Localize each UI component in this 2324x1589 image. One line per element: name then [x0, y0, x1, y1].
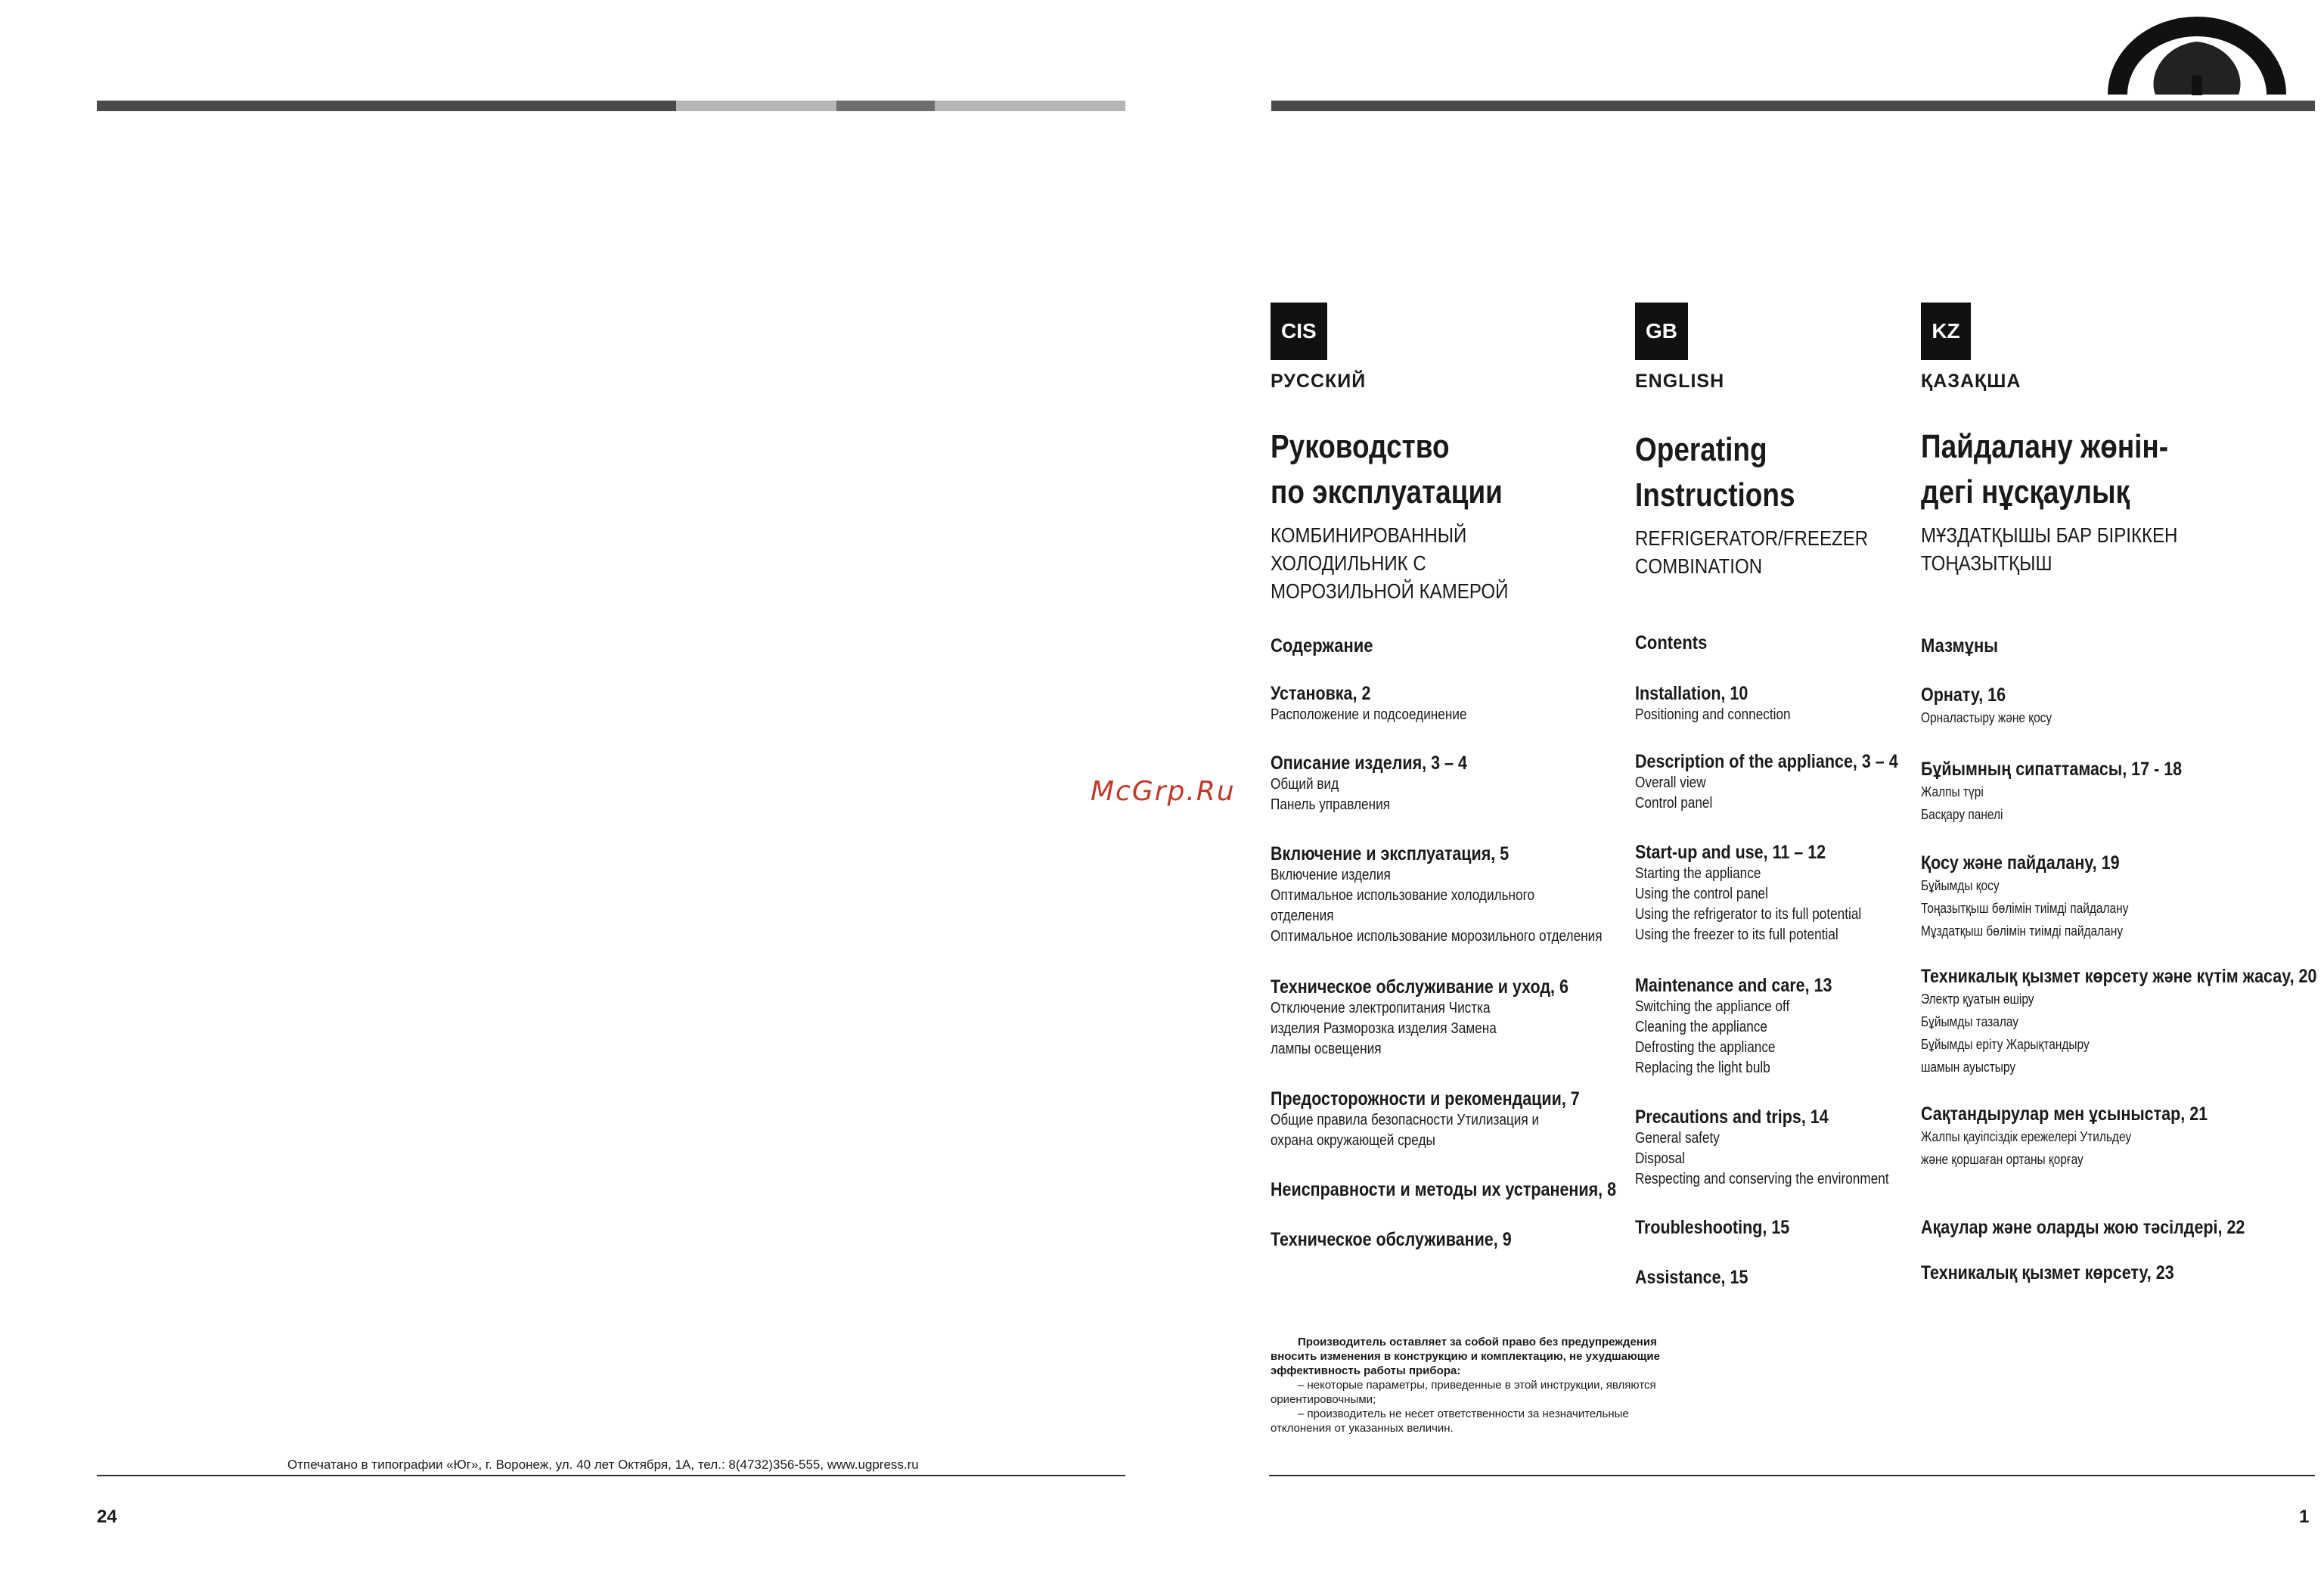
language-name: ENGLISH	[1635, 371, 1725, 392]
left-top-bar-light-2	[935, 101, 1125, 111]
toc-section	[1635, 974, 1864, 1078]
toc-item: Бұйымды тазалау	[1921, 1014, 2019, 1029]
manual-title	[1271, 424, 1569, 515]
manual-subtitle	[1271, 521, 1576, 605]
toc-item: Overall view	[1635, 774, 1706, 791]
toc-item: Control panel	[1635, 795, 1713, 812]
manual-subtitle	[1921, 521, 2233, 577]
toc-section	[1635, 682, 1816, 725]
toc-section	[1271, 1178, 1672, 1201]
toc-section	[1921, 1103, 2254, 1171]
toc-heading: Start-up and use, 11 – 12	[1635, 842, 1826, 863]
manual-title	[1921, 424, 2226, 515]
toc-item: Общие правила безопасности Утилизация и	[1271, 1112, 1540, 1128]
toc-heading: Предосторожности и рекомендации, 7	[1271, 1088, 1580, 1110]
toc-heading: Бұйымның сипаттамасы, 17 - 18	[1921, 759, 2183, 780]
subtitle-line: ХОЛОДИЛЬНИК С	[1271, 551, 1426, 575]
toc-heading: Сақтандырулар мен ұсыныстар, 21	[1921, 1103, 2208, 1125]
toc-item: Жалпы түрі	[1921, 784, 1984, 799]
note-line: ориентировочными;	[1271, 1393, 1376, 1406]
toc-section	[1271, 682, 1499, 725]
footer-print-info: Отпечатано в типографии «Юг», г. Воронеж, ул. 40 лет Октября, 1А, тел.: 8(4732)356-555, www.ugpress.ru	[287, 1457, 919, 1472]
toc-item: Включение изделия	[1271, 867, 1391, 883]
toc-heading: Техникалық қызмет көрсету, 23	[1921, 1262, 2174, 1283]
toc-section	[1635, 1106, 1930, 1190]
toc-item: отделения	[1271, 908, 1334, 924]
toc-section	[1921, 852, 2162, 942]
toc-item: Positioning and connection	[1635, 706, 1791, 723]
left-top-bar-light-1	[676, 101, 836, 111]
toc-heading: Орнату, 16	[1921, 684, 2006, 706]
language-badge: KZ	[1921, 303, 1971, 360]
manual-subtitle	[1635, 524, 1882, 580]
toc-item: Replacing the light bulb	[1635, 1060, 1770, 1076]
contents-heading: Contents	[1635, 632, 1708, 653]
toc-heading: Troubleshooting, 15	[1635, 1217, 1790, 1238]
toc-item: Бұйымды еріту Жарықтандыру	[1921, 1037, 2090, 1052]
subtitle-line: REFRIGERATOR/FREEZER	[1635, 526, 1869, 550]
toc-section	[1635, 1216, 1815, 1239]
column-cis	[1271, 303, 1626, 657]
cfc-free-logo	[2102, 15, 2291, 98]
language-name: ҚАЗАҚША	[1921, 371, 2021, 392]
watermark: McGrp.Ru	[1091, 776, 1236, 807]
left-bottom-rule	[97, 1475, 1125, 1476]
toc-heading: Maintenance and care, 13	[1635, 975, 1832, 996]
toc-item: General safety	[1635, 1130, 1720, 1147]
note-line: эффективность работы прибора:	[1271, 1364, 1461, 1377]
toc-heading: Техническое обслуживание, 9	[1271, 1229, 1512, 1250]
note-line: – некоторые параметры, приведенные в этой инструкции, являются	[1298, 1379, 1656, 1392]
subtitle-line: COMBINATION	[1635, 554, 1763, 578]
toc-item: Cleaning the appliance	[1635, 1019, 1768, 1035]
note-line: Производитель оставляет за собой право без предупреждения	[1298, 1336, 1657, 1348]
toc-section	[1271, 843, 1656, 947]
toc-heading: Description of the appliance, 3 – 4	[1635, 751, 1898, 772]
toc-item: Оптимальное использование морозильного отделения	[1271, 928, 1603, 945]
toc-item: Starting the appliance	[1635, 865, 1761, 882]
right-top-bar	[1271, 101, 2315, 111]
toc-heading: Описание изделия, 3 – 4	[1271, 753, 1467, 774]
toc-item: және қоршаған ортаны қорғау	[1921, 1152, 2084, 1167]
toc-item: Мұздатқыш бөлімін тиімді пайдалану	[1921, 923, 2124, 939]
toc-item: Using the control panel	[1635, 886, 1768, 902]
toc-item: Using the freezer to its full potential	[1635, 926, 1838, 943]
tree-icon	[2102, 15, 2291, 98]
toc-section	[1635, 841, 1898, 945]
column-kz	[1921, 303, 2284, 577]
toc-section	[1271, 1228, 1551, 1251]
toc-section	[1921, 1262, 2215, 1284]
left-page-number: 24	[97, 1507, 117, 1527]
toc-item: Using the refrigerator to its full potential	[1635, 906, 1862, 923]
toc-heading: Неисправности и методы их устранения, 8	[1271, 1179, 1617, 1200]
left-top-bar-dark	[97, 101, 676, 111]
toc-item: Басқару панелі	[1921, 807, 2003, 822]
contents-heading: Мазмұны	[1921, 635, 1999, 656]
manufacturer-note	[1271, 1335, 1755, 1435]
toc-item: Электр қуатын өшіру	[1921, 992, 2034, 1007]
toc-item: Тоңазытқыш бөлімін тиімді пайдалану	[1921, 901, 2129, 916]
toc-section	[1271, 752, 1499, 815]
toc-heading: Техническое обслуживание и уход, 6	[1271, 976, 1568, 998]
subtitle-line: МҰЗДАТҚЫШЫ БАР БІРІККЕН	[1921, 523, 2178, 547]
toc-item: Бұйымды қосу	[1921, 878, 2000, 893]
contents-heading: Содержание	[1271, 635, 1373, 656]
column-gb	[1635, 303, 1922, 580]
left-top-bar-mid	[836, 101, 935, 111]
toc-heading: Ақаулар және оларды жою тәсілдері, 22	[1921, 1217, 2245, 1238]
right-bottom-rule	[1269, 1475, 2315, 1476]
note-line: – производитель не несет ответственности за незначительные	[1298, 1407, 1629, 1420]
note-line: вносить изменения в конструкцию и комплектацию, не ухудшающие	[1271, 1350, 1660, 1363]
toc-item: Disposal	[1635, 1150, 1685, 1167]
toc-section	[1921, 758, 2224, 826]
toc-item: Общий вид	[1271, 776, 1339, 793]
toc-section	[1921, 684, 2073, 729]
toc-heading: Assistance, 15	[1635, 1267, 1748, 1288]
toc-heading: Техникалық қызмет көрсету және күтім жасау, 20	[1921, 966, 2317, 987]
toc-item: лампы освещения	[1271, 1041, 1382, 1057]
manual-title	[1635, 427, 1876, 518]
toc-item: изделия Разморозка изделия Замена	[1271, 1020, 1497, 1037]
title-line: по эксплуатации	[1271, 473, 1503, 511]
toc-item: охрана окружающей среды	[1271, 1132, 1435, 1149]
toc-item: Панель управления	[1271, 796, 1391, 813]
toc-heading: Включение и эксплуатация, 5	[1271, 843, 1510, 864]
toc-item: шамын ауыстыру	[1921, 1060, 2016, 1075]
title-line: Operating	[1635, 431, 1767, 468]
toc-section	[1921, 1216, 2298, 1239]
title-line: дегі нұсқаулық	[1921, 473, 2130, 511]
toc-section	[1635, 750, 1941, 814]
toc-item: Оптимальное использование холодильного	[1271, 887, 1535, 904]
toc-item: Орналастыру және қосу	[1921, 710, 2053, 725]
title-line: Instructions	[1635, 476, 1795, 514]
toc-item: Отключение электропитания Чистка	[1271, 1000, 1491, 1016]
toc-item: Defrosting the appliance	[1635, 1039, 1776, 1056]
language-badge: CIS	[1271, 303, 1327, 360]
toc-section	[1921, 965, 2324, 1078]
toc-item: Жалпы қауіпсіздік ережелері Утильдеу	[1921, 1129, 2132, 1144]
toc-heading: Установка, 2	[1271, 683, 1371, 704]
subtitle-line: ТОҢАЗЫТҚЫШ	[1921, 551, 2053, 575]
language-name: РУССКИЙ	[1271, 371, 1367, 392]
language-badge: GB	[1635, 303, 1688, 360]
toc-heading: Installation, 10	[1635, 683, 1748, 704]
right-page-number: 1	[2299, 1507, 2310, 1527]
toc-item: Respecting and conserving the environment	[1635, 1171, 1889, 1187]
subtitle-line: МОРОЗИЛЬНОЙ КАМЕРОЙ	[1271, 579, 1509, 603]
toc-section	[1271, 1088, 1630, 1151]
note-line: отклонения от указанных величин.	[1271, 1422, 1454, 1435]
title-line: Руководство	[1271, 428, 1450, 465]
toc-item: Switching the appliance off	[1635, 998, 1790, 1015]
toc-heading: Қосу және пайдалану, 19	[1921, 852, 2120, 874]
toc-section	[1271, 976, 1617, 1060]
toc-section	[1635, 1266, 1767, 1289]
subtitle-line: КОМБИНИРОВАННЫЙ	[1271, 523, 1467, 547]
title-line: Пайдалану жөнін-	[1921, 428, 2169, 465]
toc-item: Расположение и подсоединение	[1271, 706, 1467, 723]
toc-heading: Precautions and trips, 14	[1635, 1106, 1829, 1128]
